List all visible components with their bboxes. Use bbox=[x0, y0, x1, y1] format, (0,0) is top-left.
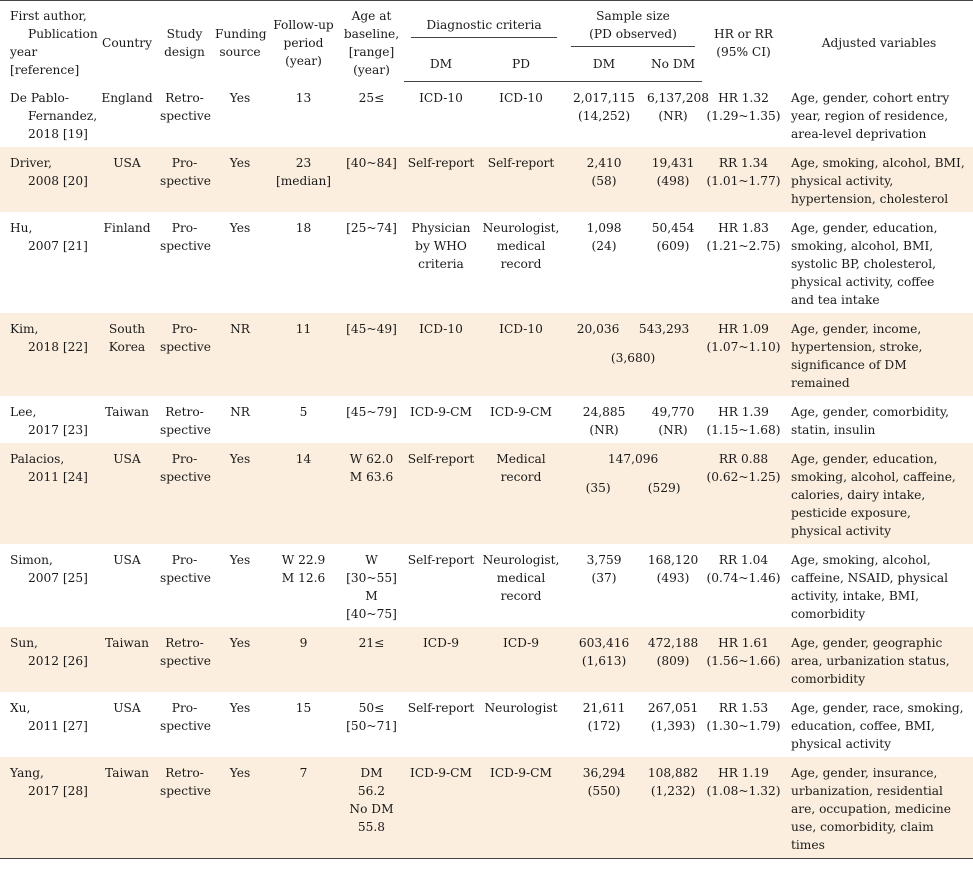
cell-country: England bbox=[101, 90, 153, 105]
cell-design: Pro- spective bbox=[160, 552, 211, 585]
cell-diag-dm: ICD-9-CM bbox=[404, 757, 478, 859]
header-sample: Sample size (PD observed) bbox=[564, 1, 702, 50]
cell-diag-pd: Medical record bbox=[478, 443, 564, 544]
cell-hr: RR 1.34 (1.01~1.77) bbox=[702, 147, 785, 212]
cell-funding: Yes bbox=[212, 627, 268, 692]
cell-followup: 11 bbox=[268, 313, 339, 396]
cell-age: [45~79] bbox=[346, 404, 397, 419]
cell-age: DM 56.2 No DM 55.8 bbox=[339, 757, 404, 859]
cell-followup: 5 bbox=[299, 404, 308, 419]
cell-author: Kim, 2018 [22] bbox=[0, 313, 97, 396]
header-sample-nodm: No DM bbox=[644, 49, 702, 82]
cell-age: 25≤ bbox=[358, 90, 385, 105]
cell-funding: Yes bbox=[212, 443, 268, 544]
cell-author: Simon, 2007 [25] bbox=[10, 552, 88, 585]
cell-funding: Yes bbox=[229, 552, 251, 567]
cell-author: Driver, 2008 [20] bbox=[0, 147, 97, 212]
cell-hr: RR 1.53 (1.30~1.79) bbox=[706, 700, 781, 733]
cell-country: Taiwan bbox=[105, 404, 149, 419]
cell-adjusted: Age, gender, education, smoking, alcohol, BMI, systolic BP, cholesterol, physical activity, coffee and tea intake bbox=[791, 220, 938, 307]
cell-funding: Yes bbox=[229, 220, 251, 235]
cell-followup: W 22.9 M 12.6 bbox=[281, 552, 326, 585]
cell-country: USA bbox=[113, 700, 141, 715]
cell-author: Xu, 2011 [27] bbox=[10, 700, 88, 733]
table-row bbox=[0, 443, 973, 544]
cell-design: Pro- spective bbox=[157, 313, 212, 396]
cell-design: Pro- spective bbox=[157, 443, 212, 544]
table-row bbox=[0, 396, 973, 443]
cell-sample-dm: 24,885 (NR) bbox=[582, 404, 626, 437]
cell-author: Hu, 2007 [21] bbox=[10, 220, 88, 253]
header-diag-dm: DM bbox=[404, 49, 478, 82]
cell-sample-nodm: 267,051 (1,393) bbox=[647, 700, 699, 733]
cell-sample-nodm: 472,188 (809) bbox=[644, 627, 702, 692]
cell-followup: 18 bbox=[295, 220, 312, 235]
cell-design: Retro- spective bbox=[160, 404, 211, 437]
cell-sample-nodm: 19,431 (498) bbox=[644, 147, 702, 212]
cell-diag-dm: ICD-9-CM bbox=[410, 404, 472, 419]
cell-sample-combined: 20,036 543,293 (3,680) bbox=[564, 313, 702, 396]
cell-country: USA bbox=[97, 443, 157, 544]
cell-sample-combined: 147,096 (35) (529) bbox=[564, 443, 702, 544]
cell-country: USA bbox=[113, 552, 141, 567]
table-body bbox=[0, 82, 973, 859]
cell-hr: HR 1.61 (1.56~1.66) bbox=[702, 627, 785, 692]
cell-sample-dm: 2,410 (58) bbox=[564, 147, 644, 212]
cell-sample-dm: 36,294 (550) bbox=[564, 757, 644, 859]
cell-author: Lee, 2017 [23] bbox=[10, 404, 88, 437]
cell-hr: RR 0.88 (0.62~1.25) bbox=[702, 443, 785, 544]
cell-sample-dm: 603,416 (1,613) bbox=[564, 627, 644, 692]
cell-funding: NR bbox=[212, 313, 268, 396]
header-diag-pd: PD bbox=[478, 49, 564, 82]
header-hr: HR or RR (95% CI) bbox=[702, 1, 785, 82]
table-row bbox=[0, 692, 973, 757]
cell-followup: 13 bbox=[295, 90, 312, 105]
cell-funding: Yes bbox=[212, 757, 268, 859]
cell-followup: 23 [median] bbox=[268, 147, 339, 212]
cell-followup: 15 bbox=[295, 700, 312, 715]
cell-age: [45~49] bbox=[339, 313, 404, 396]
cell-diag-dm: ICD-9 bbox=[404, 627, 478, 692]
cell-hr: HR 1.32 (1.29~1.35) bbox=[706, 90, 781, 123]
cell-country: Finland bbox=[103, 220, 151, 235]
cell-author: Yang, 2017 [28] bbox=[0, 757, 97, 859]
cell-adjusted: Age, gender, cohort entry year, region of residence, area-level deprivation bbox=[791, 90, 950, 141]
cell-adjusted: Age, gender, income, hypertension, stroke, significance of DM remained bbox=[785, 313, 973, 396]
cell-adjusted: Age, gender, insurance, urbanization, residential are, occupation, medicine use, comorbidity, claim times bbox=[785, 757, 973, 859]
cell-followup: 7 bbox=[268, 757, 339, 859]
cell-sample-dm: 1,098 (24) bbox=[586, 220, 622, 253]
cell-diag-dm: ICD-10 bbox=[419, 91, 463, 105]
cell-sample-nodm: 6,137,208 (NR) bbox=[647, 91, 710, 123]
cell-country: Taiwan bbox=[97, 627, 157, 692]
cell-author: De Pablo- Fernandez, 2018 [19] bbox=[10, 90, 98, 141]
cell-country: South Korea bbox=[97, 313, 157, 396]
cell-adjusted: Age, smoking, alcohol, BMI, physical activity, hypertension, cholesterol bbox=[785, 147, 973, 212]
cell-funding: Yes bbox=[229, 90, 251, 105]
cell-diag-pd: ICD-9-CM bbox=[490, 404, 552, 419]
cell-hr: RR 1.04 (0.74~1.46) bbox=[706, 552, 781, 585]
cell-author: Palacios, 2011 [24] bbox=[0, 443, 97, 544]
cell-diag-pd: ICD-9-CM bbox=[478, 757, 564, 859]
cell-sample-nodm: 168,120 (493) bbox=[647, 552, 699, 585]
header-followup: Follow-up period (year) bbox=[268, 1, 339, 82]
cell-funding: NR bbox=[230, 404, 250, 419]
cell-sample-dm: 21,611 (172) bbox=[582, 700, 626, 733]
cell-adjusted: Age, smoking, alcohol, caffeine, NSAID, physical activity, intake, BMI, comorbidity bbox=[791, 552, 949, 621]
cell-sample-nodm: 50,454 (609) bbox=[651, 220, 695, 253]
cell-age: W [30~55] M [40~75] bbox=[346, 552, 397, 621]
cell-diag-pd: Neurologist, medical record bbox=[482, 552, 560, 603]
cell-diag-dm: Self-report bbox=[404, 443, 478, 544]
header-country: Country bbox=[97, 1, 157, 82]
cell-diag-pd: ICD-9 bbox=[478, 627, 564, 692]
cell-diag-pd: ICD-10 bbox=[478, 313, 564, 396]
header-funding: Funding source bbox=[212, 1, 268, 82]
cell-sample-nodm: 49,770 (NR) bbox=[651, 404, 695, 437]
cell-funding: Yes bbox=[212, 147, 268, 212]
cell-design: Pro- spective bbox=[160, 220, 211, 253]
cell-diag-dm: Self-report bbox=[407, 700, 475, 715]
table-row bbox=[0, 82, 973, 147]
header-design: Study design bbox=[157, 1, 212, 82]
cell-age: W 62.0 M 63.6 bbox=[339, 443, 404, 544]
cell-country: USA bbox=[97, 147, 157, 212]
cell-diag-pd: Neurologist, medical record bbox=[482, 220, 560, 271]
cell-adjusted: Age, gender, education, smoking, alcohol, caffeine, calories, dairy intake, pesticide exposure, physical activity bbox=[785, 443, 973, 544]
cell-design: Retro- spective bbox=[160, 90, 211, 123]
cell-sample-nodm: 108,882 (1,232) bbox=[644, 757, 702, 859]
cell-adjusted: Age, gender, race, smoking, education, coffee, BMI, physical activity bbox=[791, 700, 964, 751]
cell-adjusted: Age, gender, geographic area, urbanization status, comorbidity bbox=[785, 627, 973, 692]
table-row bbox=[0, 544, 973, 627]
header-diagnostic: Diagnostic criteria bbox=[404, 1, 564, 50]
cell-author: Sun, 2012 [26] bbox=[0, 627, 97, 692]
cell-diag-dm: Self-report bbox=[404, 147, 478, 212]
cell-design: Pro- spective bbox=[157, 147, 212, 212]
cell-diag-dm: Self-report bbox=[407, 552, 475, 567]
cell-design: Pro- spective bbox=[160, 700, 211, 733]
table-row bbox=[0, 212, 973, 313]
header-author: First author, Publication year [reference] bbox=[0, 1, 97, 82]
cell-funding: Yes bbox=[229, 700, 251, 715]
cell-age: [25~74] bbox=[346, 220, 397, 235]
cell-sample-dm: 3,759 (37) bbox=[586, 552, 622, 585]
cell-followup: 14 bbox=[268, 443, 339, 544]
header-sample-dm: DM bbox=[564, 49, 644, 82]
table-row bbox=[0, 313, 973, 396]
cell-diag-pd: ICD-10 bbox=[499, 91, 543, 105]
cell-age: 50≤ [50~71] bbox=[346, 700, 397, 733]
cell-diag-pd: Self-report bbox=[478, 147, 564, 212]
cell-diag-pd: Neurologist bbox=[484, 700, 558, 715]
cell-design: Retro- spective bbox=[157, 757, 212, 859]
cell-age: 21≤ bbox=[339, 627, 404, 692]
cell-hr: HR 1.39 (1.15~1.68) bbox=[706, 404, 781, 437]
cell-diag-dm: ICD-10 bbox=[404, 313, 478, 396]
cell-age: [40~84] bbox=[339, 147, 404, 212]
cell-diag-dm: Physician by WHO criteria bbox=[411, 220, 471, 271]
cell-sample-dm: 2,017,115 (14,252) bbox=[573, 91, 636, 123]
cell-country: Taiwan bbox=[97, 757, 157, 859]
table-row bbox=[0, 627, 973, 692]
header-age: Age at baseline, [range] (year) bbox=[339, 1, 404, 82]
table-row bbox=[0, 147, 973, 212]
header-adjusted: Adjusted variables bbox=[785, 1, 973, 82]
cell-hr: HR 1.19 (1.08~1.32) bbox=[702, 757, 785, 859]
cell-adjusted: Age, gender, comorbidity, statin, insulin bbox=[791, 404, 950, 437]
cell-design: Retro- spective bbox=[157, 627, 212, 692]
cell-hr: HR 1.83 (1.21~2.75) bbox=[706, 220, 781, 253]
cell-followup: 9 bbox=[268, 627, 339, 692]
cell-hr: HR 1.09 (1.07~1.10) bbox=[702, 313, 785, 396]
table-row bbox=[0, 757, 973, 859]
